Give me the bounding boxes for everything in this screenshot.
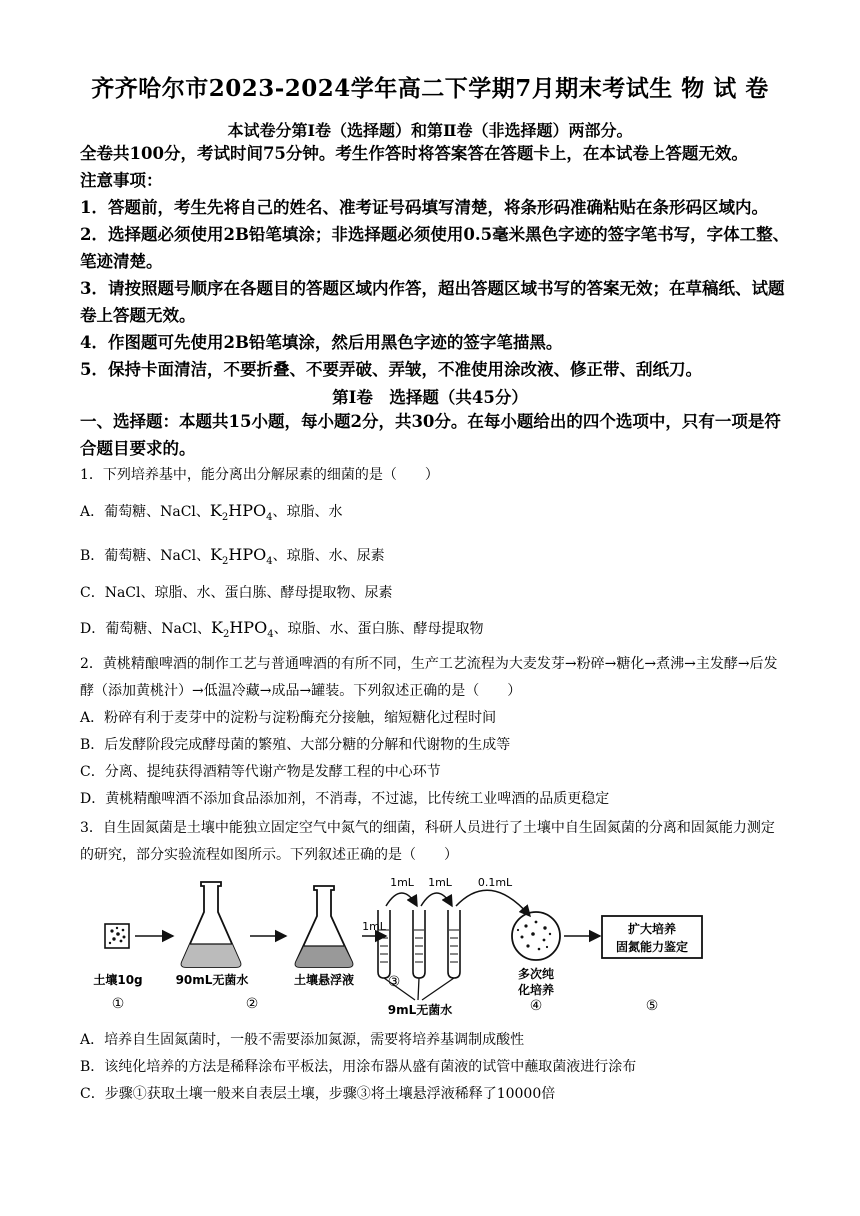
petri-dish-icon <box>512 912 560 960</box>
notice-heading: 注意事项： <box>80 171 163 190</box>
q2-option-d: D．黄桃精酿啤酒不添加食品添加剂，不消毒，不过滤，比传统工业啤酒的品质更稳定 <box>80 791 610 807</box>
plate-label-2: 化培养 <box>517 983 555 997</box>
box-text-1: 扩大培养 <box>627 922 677 936</box>
soil-label: 土壤10g <box>93 973 143 987</box>
q2-option-b: B．后发酵阶段完成酵母菌的繁殖、大部分糖的分解和代谢物的生成等 <box>80 737 511 753</box>
notice-item-5: 5．保持卡面清洁，不要折叠、不要弄破、弄皱，不准使用涂改液、修正带、刮纸刀。 <box>80 360 702 379</box>
q1-option-b-formula: $K_2HPO_4$ <box>210 545 273 568</box>
q1-option-d-prefix: D．葡萄糖、NaCl、 <box>80 621 212 637</box>
intro-line-2: 全卷共100分，考试时间75分钟。考生作答时将答案答在答题卡上，在本试卷上答题无效。 <box>80 144 748 163</box>
q2-option-c: C．分离、提纯获得酒精等代谢产物是发酵工程的中心环节 <box>80 764 441 780</box>
notice-item-1: 1．答题前，考生先将自己的姓名、准考证号码填写清楚，将条形码准确粘贴在条形码区域内。 <box>80 198 768 217</box>
flask-sterile-water-icon <box>182 882 241 967</box>
q3-option-a: A．培养自生固氮菌时，一般不需要添加氮源，需要将培养基调制成酸性 <box>80 1032 525 1048</box>
suspension-label: 土壤悬浮液 <box>293 973 355 987</box>
flask-soil-suspension-icon <box>296 886 353 967</box>
step-1-label: ① <box>111 996 125 1012</box>
notice-item-2: 2．选择题必须使用2B铅笔填涂；非选择题必须使用0.5毫米黑色字迹的签字笔书写，字体工整、笔迹清楚。 <box>80 225 790 271</box>
q1-stem: 1．下列培养基中，能分离出分解尿素的细菌的是（ ） <box>80 467 439 483</box>
step-5-label: ⑤ <box>645 998 659 1014</box>
tube-transfer-1: 1mL <box>390 876 414 889</box>
q1-option-c: C．NaCl、琼脂、水、蛋白胨、酵母提取物、尿素 <box>80 585 393 601</box>
q3-stem: 3．自生固氮菌是土壤中能独立固定空气中氮气的细菌，科研人员进行了土壤中自生固氮菌的分离和固氮能力测定的研究，部分实验流程如图所示。下列叙述正确的是（ ） <box>80 820 775 863</box>
q1-option-a-formula: $K_2HPO_4$ <box>209 501 273 524</box>
tube-transfer-2: 1mL <box>428 876 452 889</box>
q1-option-a <box>80 498 790 531</box>
q1-option-d-suffix: 、琼脂、水、蛋白胨、酵母提取物 <box>273 621 484 637</box>
q1-option-b-prefix: B．葡萄糖、NaCl、 <box>80 548 211 564</box>
q3-experiment-figure <box>90 872 750 1022</box>
q1-option-d <box>80 615 790 648</box>
plate-label-1: 多次纯 <box>517 967 555 981</box>
tubes-label: 9mL无菌水 <box>387 1003 453 1017</box>
q1-option-b <box>80 542 790 575</box>
transfer-volume-1: 1mL <box>362 920 386 933</box>
q2-stem: 2．黄桃精酿啤酒的制作工艺与普通啤酒的有所不同，生产工艺流程为大麦发芽→粉碎→糖化→煮沸→主发酵→后发酵（添加黄桃汁）→低温冷藏→成品→罐装。下列叙述正确的是（ ） <box>80 656 778 699</box>
section-heading: 第Ⅰ卷 选择题（共45分） <box>332 388 528 407</box>
notice-item-3: 3．请按照题号顺序在各题目的答题区域内作答，超出答题区域书写的答案无效；在草稿纸、试题卷上答题无效。 <box>80 279 785 325</box>
water-label: 90mL无菌水 <box>175 973 249 987</box>
notice-item-4: 4．作图题可先使用2B铅笔填涂，然后用黑色字迹的签字笔描黑。 <box>80 333 563 352</box>
box-text-2: 固氮能力鉴定 <box>615 940 689 954</box>
step-2-label: ② <box>245 996 259 1012</box>
section-instructions: 一、选择题：本题共15小题，每小题2分，共30分。在每小题给出的四个选项中，只有一项是符合题目要求的。 <box>80 412 781 458</box>
tube-transfer-3: 0.1mL <box>477 876 513 889</box>
q1-option-d-formula: $K_2HPO_4$ <box>211 618 274 641</box>
dilution-tubes-icon <box>378 890 530 1000</box>
q1-option-b-suffix: 、琼脂、水、尿素 <box>272 548 385 564</box>
q1-option-a-prefix: A．葡萄糖、NaCl、 <box>80 504 210 520</box>
q2-option-a: A．粉碎有利于麦芽中的淀粉与淀粉酶充分接触，缩短糖化过程时间 <box>80 710 497 726</box>
q3-option-c: C．步骤①获取土壤一般来自表层土壤，步骤③将土壤悬浮液稀释了10000倍 <box>80 1086 556 1102</box>
step-3-label: ③ <box>387 974 401 990</box>
exam-title: 齐齐哈尔市2023-2024学年高二下学期7月期末考试生 物 试 卷 <box>91 75 769 102</box>
q3-option-b: B．该纯化培养的方法是稀释涂布平板法，用涂布器从盛有菌液的试管中蘸取菌液进行涂布 <box>80 1059 637 1075</box>
soil-sample-icon <box>105 924 129 948</box>
intro-line-1: 本试卷分第Ⅰ卷（选择题）和第Ⅱ卷（非选择题）两部分。 <box>227 121 633 140</box>
q1-option-a-suffix: 、琼脂、水 <box>272 504 343 520</box>
step-4-label: ④ <box>529 998 543 1014</box>
